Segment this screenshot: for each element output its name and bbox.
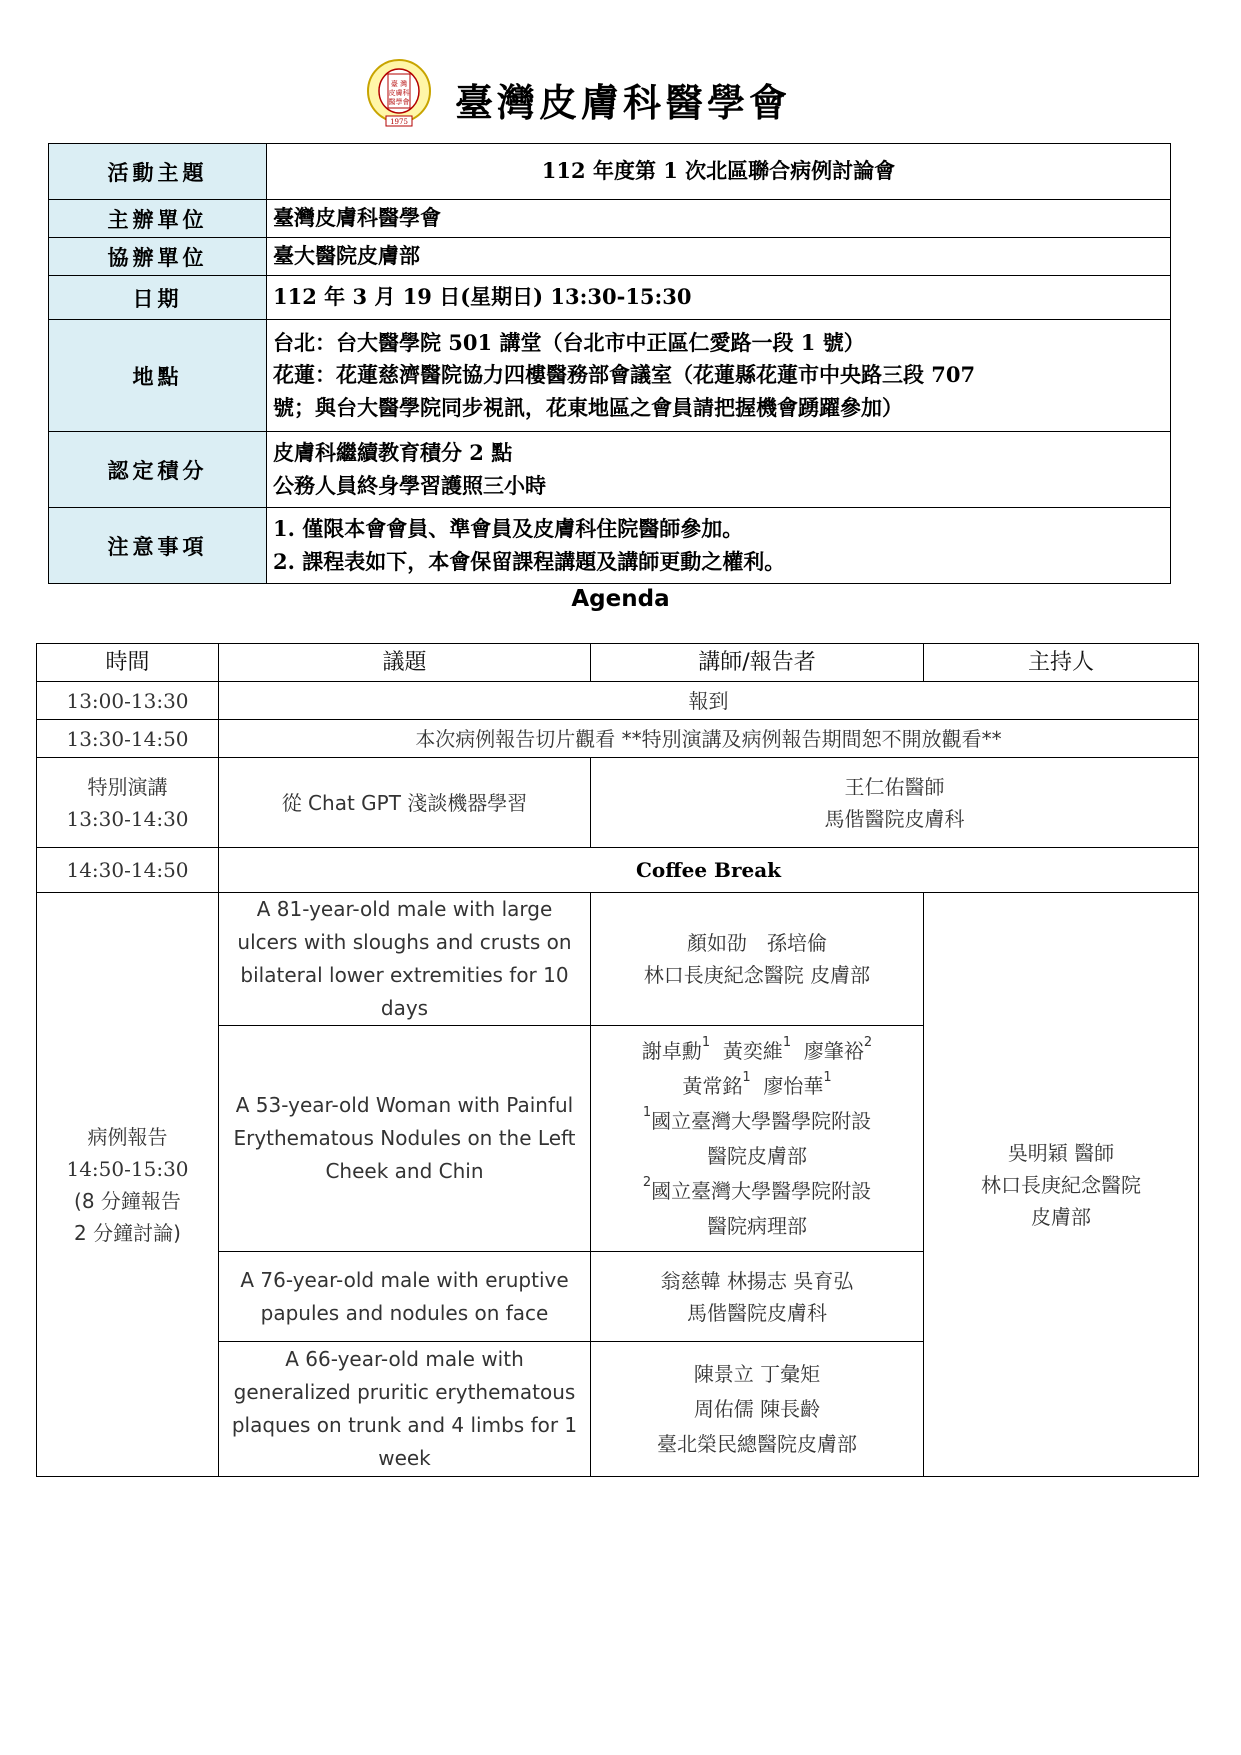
coffee-break-cell: Coffee Break: [219, 848, 1199, 893]
host-department: 皮膚部: [1031, 1204, 1091, 1229]
case-topic: A 81-year-old male with large ulcers with sloughs and crusts on bilateral lower extremities for 10 days: [219, 893, 591, 1026]
col-header-speaker: 講師/報告者: [591, 644, 924, 682]
affiliation-mark: 1: [742, 1069, 751, 1085]
session-time: 14:50-15:30: [66, 1156, 189, 1181]
info-row-notes: [49, 508, 1171, 584]
svg-text:醫學會: 醫學會: [388, 98, 410, 106]
affiliation-mark: 1: [642, 1104, 652, 1120]
agenda-title: Agenda: [571, 586, 670, 612]
notes-line: 1. 僅限本會會員、準會員及皮膚科住院醫師參加。: [273, 515, 744, 541]
speaker-affiliation: [597, 1104, 917, 1139]
agenda-row-registration: [37, 682, 1199, 720]
info-row-organizer: [49, 200, 1171, 238]
case-topic: A 53-year-old Woman with Painful Erythematous Nodules on the Left Cheek and Chin: [219, 1026, 591, 1252]
agenda-row-coffee-break: [37, 848, 1199, 893]
label-date: 日期: [49, 276, 267, 320]
info-row-credits: [49, 432, 1171, 508]
case-speakers: [591, 1026, 924, 1252]
info-row-venue: [49, 320, 1171, 432]
info-row-theme: [49, 144, 1171, 200]
case-session-time: [37, 893, 219, 1477]
info-row-co-organizer: [49, 238, 1171, 276]
venue-line: 台北：台大醫學院 501 講堂（台北市中正區仁愛路一段 1 號）: [273, 329, 865, 355]
label-theme: 活動主題: [49, 144, 267, 200]
speaker-names: [597, 1034, 917, 1069]
speaker-names: 翁慈韓 林揚志 吳育弘: [660, 1268, 854, 1293]
session-name: 病例報告: [87, 1124, 168, 1149]
speaker-name: 黃奕維: [722, 1038, 783, 1063]
label-co-organizer: 協辦單位: [49, 238, 267, 276]
agenda-header-row: [37, 644, 1199, 682]
case-speakers: [591, 1342, 924, 1477]
speaker-affiliation: 林口長庚紀念醫院 皮膚部: [643, 963, 871, 987]
value-credits: [267, 432, 1171, 508]
speaker-affiliation: 醫院病理部: [707, 1213, 807, 1238]
case-topic: A 66-year-old male with generalized pruritic erythematous plaques on trunk and 4 limbs for 1 week: [219, 1342, 591, 1477]
label-organizer: 主辦單位: [49, 200, 267, 238]
affiliation-mark: 1: [782, 1034, 792, 1050]
affiliation-text: 國立臺灣大學醫學院附設: [651, 1178, 872, 1203]
venue-line: 花蓮：花蓮慈濟醫院協力四樓醫務部會議室（花蓮縣花蓮市中央路三段 707: [273, 362, 976, 388]
info-row-date: [49, 276, 1171, 320]
session-note: 2 分鐘討論): [74, 1220, 181, 1245]
speaker-name: 王仁佑醫師: [844, 774, 945, 799]
label-venue: 地點: [49, 320, 267, 432]
speaker-name: 謝卓勳: [641, 1038, 702, 1063]
speaker-affiliation: 馬偕醫院皮膚科: [687, 1300, 827, 1325]
agenda-row-case-1: [37, 893, 1199, 1026]
value-notes: [267, 508, 1171, 584]
speaker-name: 廖怡華: [763, 1073, 824, 1098]
association-logo-icon: [366, 58, 432, 128]
col-header-topic: 議題: [219, 644, 591, 682]
svg-text:臺 灣: 臺 灣: [390, 80, 408, 88]
value-venue: [267, 320, 1171, 432]
case-speakers: [591, 893, 924, 1026]
svg-text:皮膚科: 皮膚科: [388, 89, 410, 97]
speaker-name: 廖肇裕: [803, 1038, 864, 1063]
label-notes: 注意事項: [49, 508, 267, 584]
value-co-organizer: 臺大醫院皮膚部: [267, 238, 1171, 276]
host-affiliation: 林口長庚紀念醫院: [981, 1172, 1141, 1197]
affiliation-text: 國立臺灣大學醫學院附設: [651, 1108, 872, 1133]
agenda-row-special-lecture: [37, 758, 1199, 848]
time-cell: 14:30-14:50: [37, 848, 219, 893]
value-theme: 112 年度第 1 次北區聯合病例討論會: [267, 144, 1171, 200]
speaker-affiliation: 臺北榮民總醫院皮膚部: [657, 1431, 857, 1456]
slide-viewing-cell: 本次病例報告切片觀看 **特別演講及病例報告期間恕不開放觀看**: [219, 720, 1199, 758]
registration-cell: 報到: [219, 682, 1199, 720]
time-cell: [37, 758, 219, 848]
speaker-affiliation: 醫院皮膚部: [707, 1143, 807, 1168]
speaker-affiliation: 馬偕醫院皮膚科: [824, 806, 965, 831]
speaker-affiliation: [597, 1174, 917, 1209]
speaker-names: [597, 1069, 917, 1104]
lecture-topic: 從 Chat GPT 淺談機器學習: [219, 758, 591, 848]
credits-line: 皮膚科繼續教育積分 2 點: [273, 439, 513, 465]
case-session-host: [924, 893, 1199, 1477]
speaker-names: 周佑儒 陳長齡: [693, 1396, 821, 1421]
credits-line: 公務人員終身學習護照三小時: [273, 472, 546, 498]
svg-text:1975: 1975: [390, 118, 408, 126]
session-note: (8 分鐘報告: [74, 1188, 181, 1213]
label-credits: 認定積分: [49, 432, 267, 508]
case-speakers: [591, 1252, 924, 1342]
notes-line: 2. 課程表如下，本會保留課程講題及講師更動之權利。: [273, 548, 786, 574]
time-cell: 13:30-14:50: [37, 720, 219, 758]
document-header: [0, 56, 1241, 136]
session-name: 特別演講: [87, 774, 168, 799]
session-time: 13:30-14:30: [66, 806, 189, 831]
col-header-host: 主持人: [924, 644, 1199, 682]
value-organizer: 臺灣皮膚科醫學會: [267, 200, 1171, 238]
col-header-time: 時間: [37, 644, 219, 682]
speaker-name: 黃常銘: [682, 1073, 743, 1098]
affiliation-mark: 2: [863, 1034, 873, 1050]
affiliation-mark: 1: [701, 1034, 711, 1050]
lecture-speaker: [591, 758, 1199, 848]
case-topic: A 76-year-old male with eruptive papules and nodules on face: [219, 1252, 591, 1342]
venue-line: 號；與台大醫學院同步視訊，花東地區之會員請把握機會踴躍參加）: [273, 394, 903, 420]
organization-title: 臺灣皮膚科醫學會: [455, 80, 792, 125]
speaker-names: 陳景立 丁彙矩: [693, 1361, 821, 1386]
time-cell: 13:00-13:30: [37, 682, 219, 720]
affiliation-mark: 1: [823, 1069, 832, 1085]
event-info-table: [48, 143, 1171, 584]
affiliation-mark: 2: [642, 1174, 652, 1190]
agenda-table: [36, 643, 1199, 1477]
host-name: 吳明穎 醫師: [1007, 1140, 1115, 1165]
value-date: 112 年 3 月 19 日(星期日) 13:30-15:30: [267, 276, 1171, 320]
speaker-names: 顏如劭 孫培倫: [687, 931, 827, 955]
agenda-row-slide-viewing: [37, 720, 1199, 758]
